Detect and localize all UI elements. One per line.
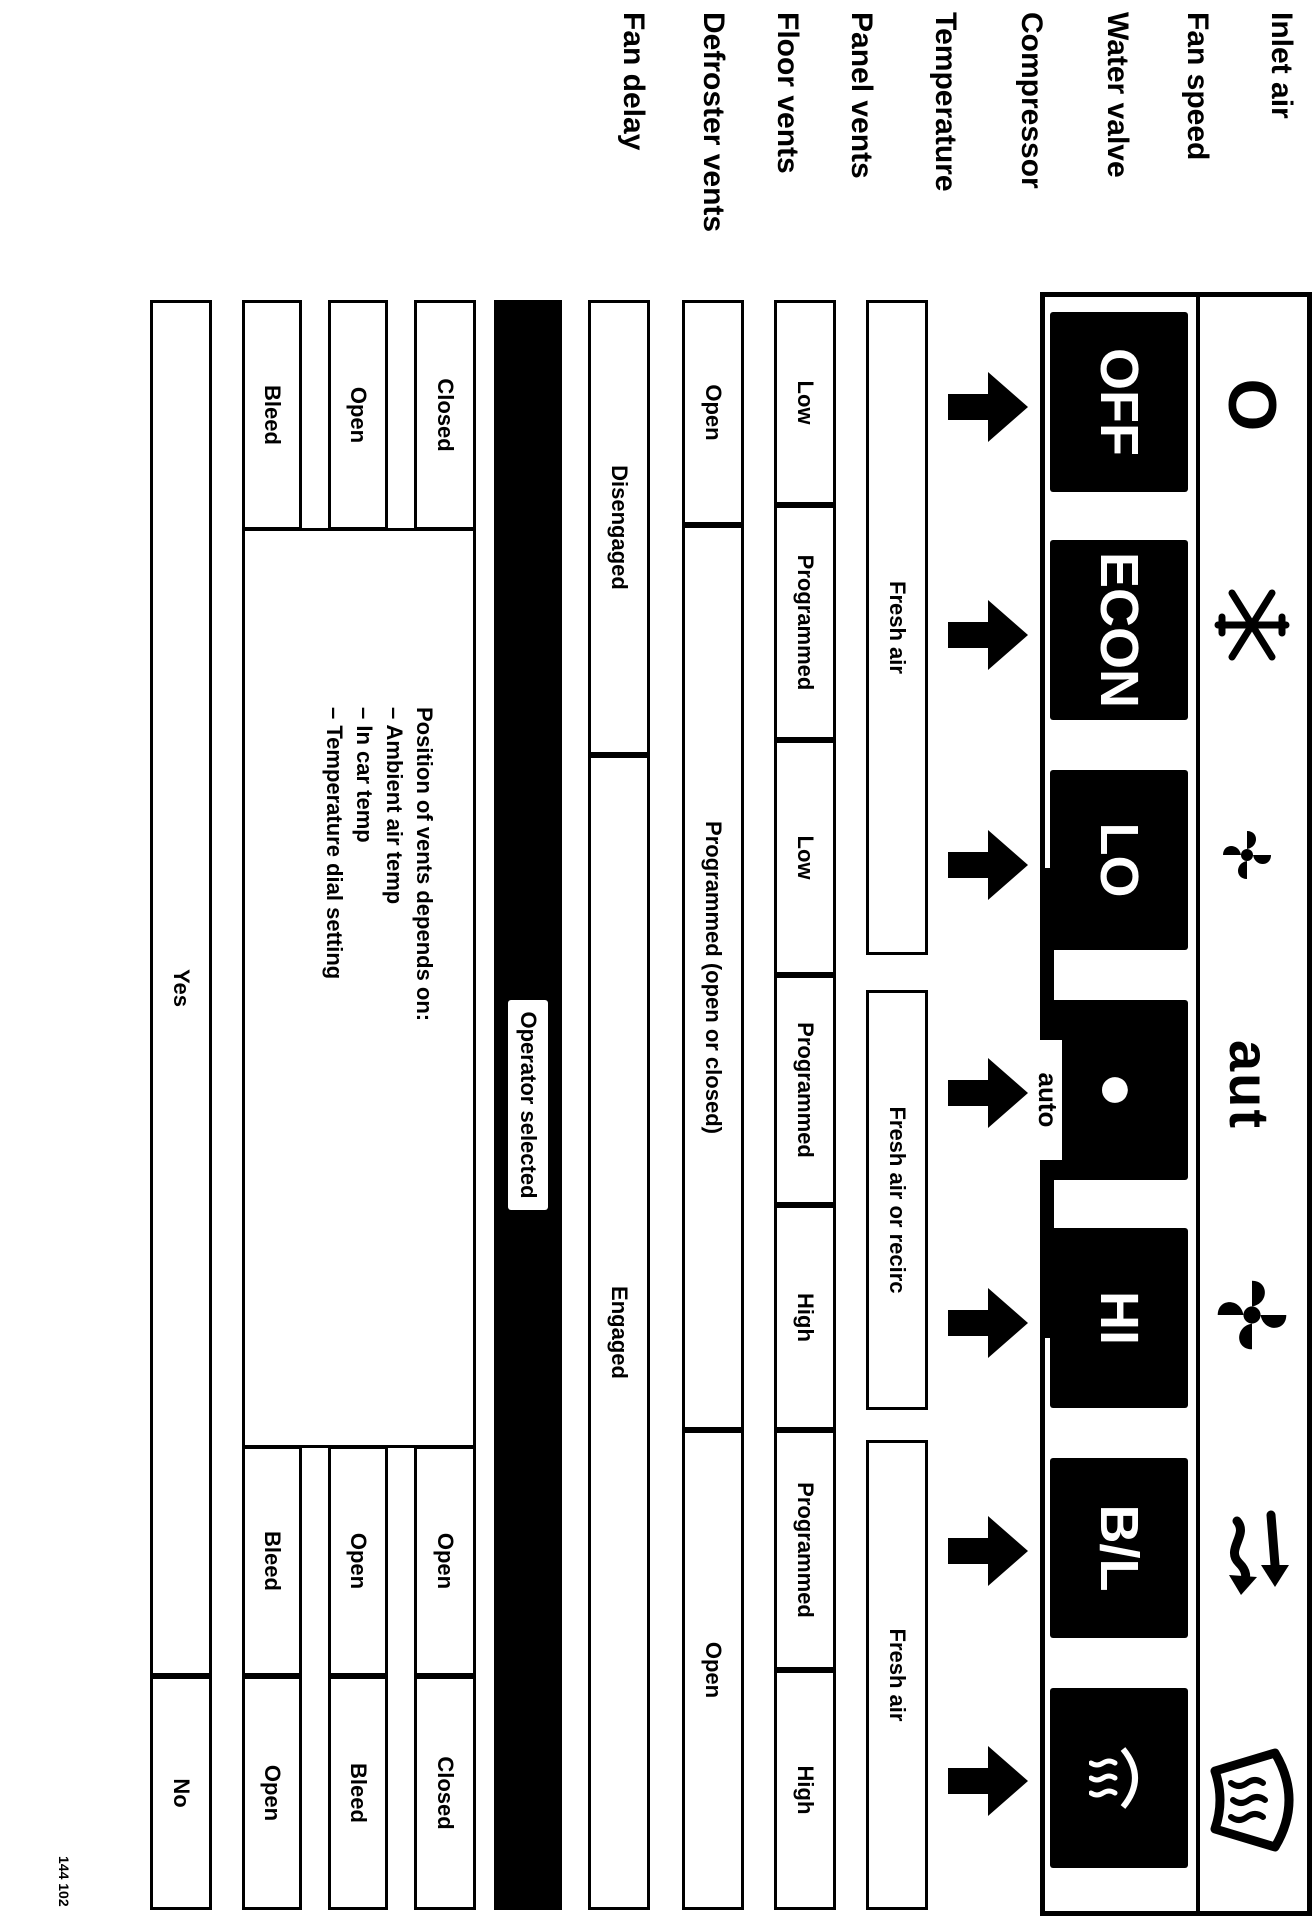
inlet-air-fresh-air: Fresh air: [866, 300, 928, 955]
row-label-defroster-vents: Defroster vents: [697, 12, 730, 233]
vents-note-box: [242, 528, 476, 1448]
panel-vents-open: Open: [414, 1446, 476, 1676]
floor-vents-open: Open: [328, 300, 388, 530]
water-valve-open-2: Open: [682, 1430, 744, 1910]
up-arrow-icon: [948, 1058, 1028, 1128]
fan-speed-cell: Programmed: [774, 505, 836, 740]
row-label-fan-delay: Fan delay: [617, 12, 650, 151]
snowflake-icon: [1202, 530, 1302, 720]
bl-button[interactable]: B/L: [1050, 1458, 1188, 1638]
econ-button[interactable]: ECON: [1050, 540, 1188, 720]
fan-large-icon: [1204, 1220, 1300, 1410]
rear-defrost-button[interactable]: [1050, 1688, 1188, 1868]
fan-speed-cell: Low: [774, 300, 836, 505]
row-label-floor-vents: Floor vents: [771, 12, 804, 174]
fan-speed-cell: High: [774, 1670, 836, 1910]
panel-vents-closed: Closed: [414, 300, 476, 530]
fan-speed-cell: Low: [774, 740, 836, 975]
up-arrow-icon: [948, 830, 1028, 900]
row-label-panel-vents: Panel vents: [845, 12, 878, 179]
auto-symbol: aut: [1218, 1040, 1282, 1130]
panel-vents-closed-2: Closed: [414, 1676, 476, 1910]
up-arrow-icon: [948, 600, 1028, 670]
fan-delay-no: No: [150, 1676, 212, 1910]
row-label-inlet-air: Inlet air: [1265, 12, 1298, 119]
row-label-temperature: Temperature: [929, 12, 962, 192]
fan-speed-cell: Programmed: [774, 975, 836, 1205]
water-valve-open: Open: [682, 300, 744, 525]
row-label-water-valve: Water valve: [1101, 12, 1134, 178]
up-arrow-icon: [948, 1746, 1028, 1816]
compressor-disengaged: Disengaged: [588, 300, 650, 755]
lo-button[interactable]: LO: [1050, 770, 1188, 950]
water-valve-programmed: Programmed (open or closed): [682, 525, 744, 1430]
floor-vents-open-2: Open: [328, 1446, 388, 1676]
up-arrow-icon: [948, 1288, 1028, 1358]
bilevel-airflow-icon: [1202, 1450, 1302, 1650]
hi-button[interactable]: HI: [1050, 1228, 1188, 1408]
fan-small-icon: [1202, 760, 1292, 950]
up-arrow-icon: [948, 372, 1028, 442]
off-button[interactable]: OFF: [1050, 312, 1188, 492]
inlet-air-fresh-air-defrost: Fresh air: [866, 1440, 928, 1910]
fan-speed-cell: High: [774, 1205, 836, 1430]
compressor-engaged: Engaged: [588, 755, 650, 1910]
row-label-compressor: Compressor: [1015, 12, 1048, 189]
off-symbol: O: [1214, 378, 1290, 432]
inlet-air-fresh-or-recirc: Fresh air or recirc: [866, 990, 928, 1410]
defroster-vents-bleed-2: Bleed: [242, 1446, 302, 1676]
up-arrow-icon: [948, 1516, 1028, 1586]
defrost-windshield-icon: [1202, 1700, 1302, 1900]
auto-bracket-label: auto: [1034, 1040, 1062, 1160]
rear-defrost-icon: [1089, 1743, 1149, 1813]
auto-button[interactable]: ●: [1050, 1000, 1188, 1180]
defroster-vents-open: Open: [242, 1676, 302, 1910]
fan-delay-yes: Yes: [150, 300, 212, 1676]
row-label-fan-speed: Fan speed: [1181, 12, 1214, 161]
vents-note-text: Position of vents depends on: – Ambient air temp – In car temp – Temperature dial setting: [322, 707, 437, 1022]
figure-id: 144 102: [56, 1856, 72, 1907]
temperature-operator-selected: Operator selected: [508, 1000, 548, 1210]
floor-vents-bleed: Bleed: [328, 1676, 388, 1910]
panel-divider: [1196, 292, 1200, 1916]
fan-speed-cell: Programmed: [774, 1430, 836, 1670]
defroster-vents-bleed: Bleed: [242, 300, 302, 530]
